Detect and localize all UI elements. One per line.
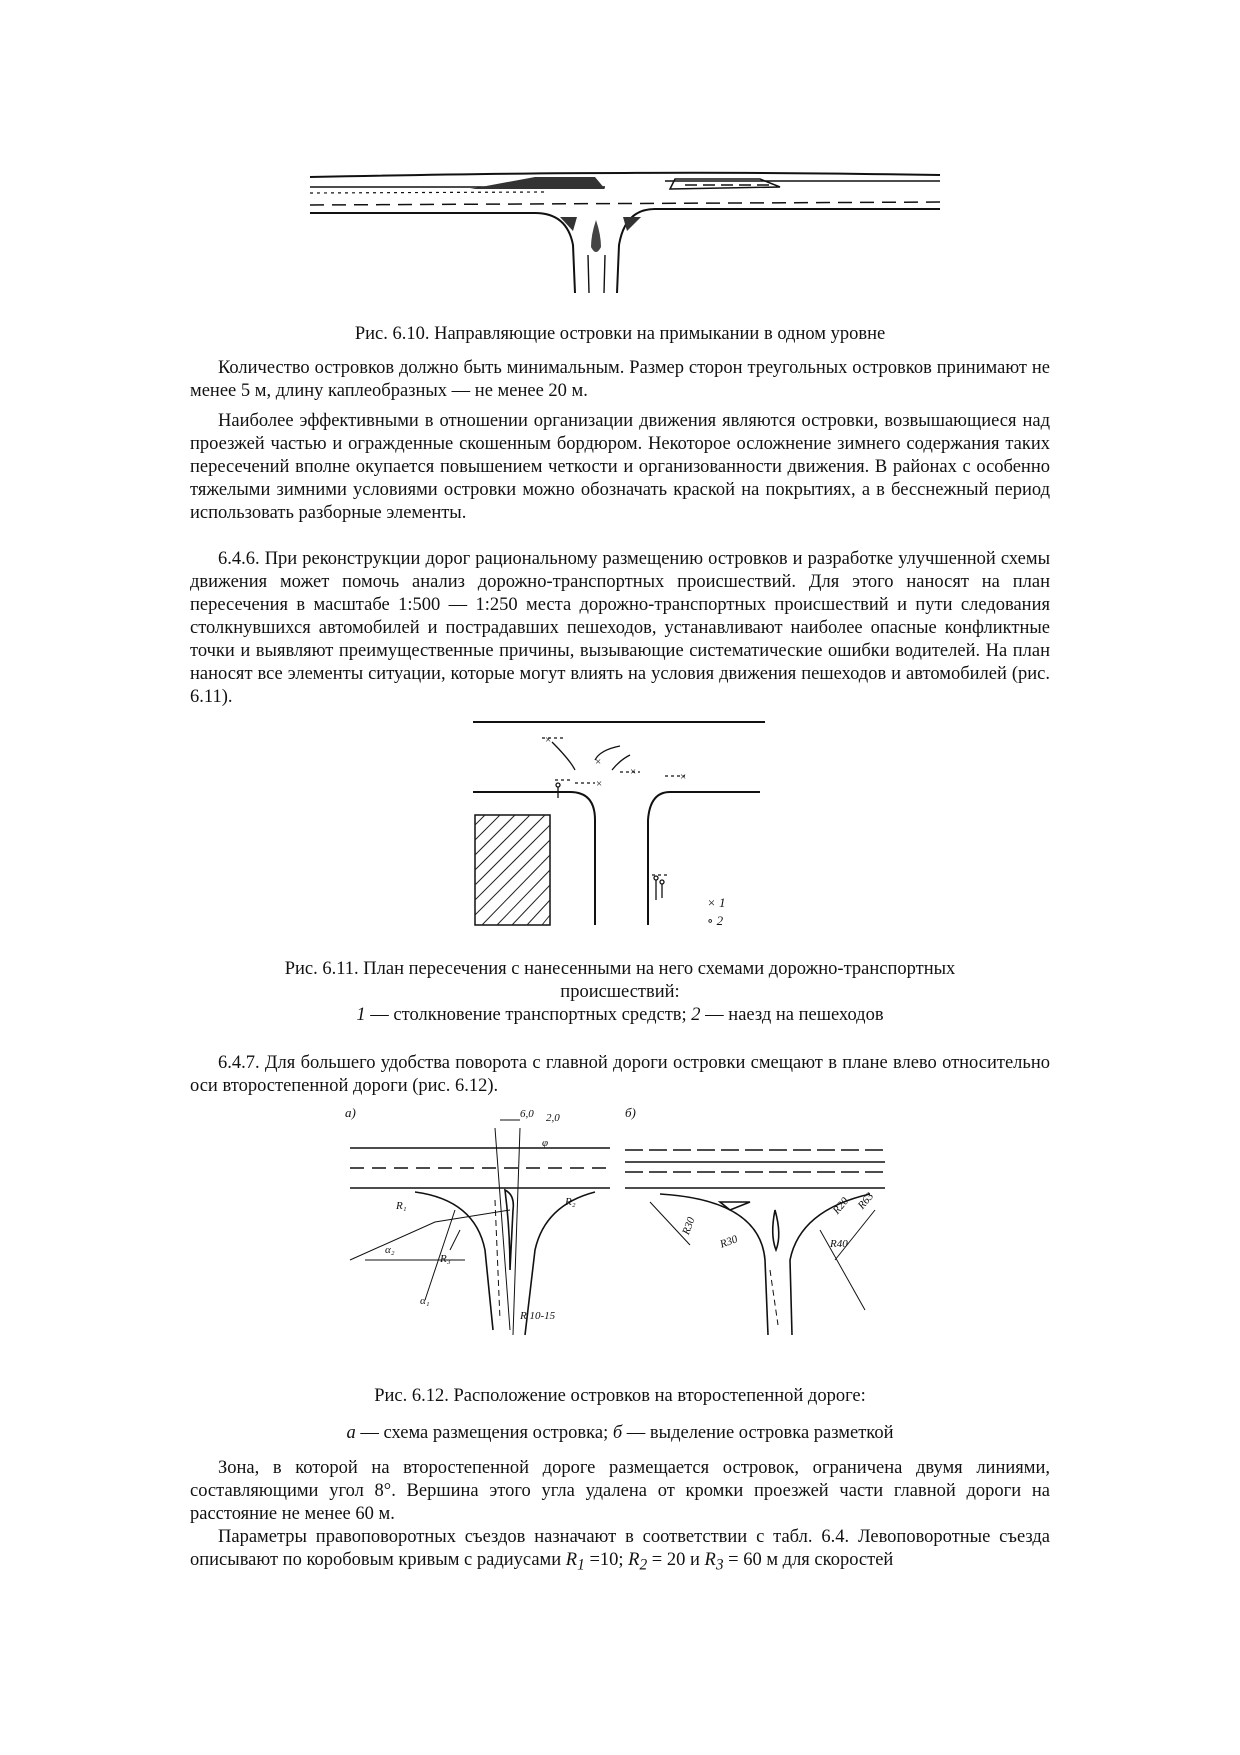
sub-caption-a-text: — схема размещения островка;	[355, 1423, 613, 1443]
figure-6-12b-island-marking	[620, 1110, 890, 1350]
figure-6-12a-alpha1: α₁	[420, 1295, 430, 1307]
turn-text-a: Параметры правоповоротных съездов назначают в соответствии с табл. 6.4. Левоповоротные съезда описывают по коробовым кривым с радиусами	[190, 1527, 1050, 1570]
radius-r1-sub: 1	[577, 1556, 585, 1574]
radius-r3-sub: 3	[715, 1556, 724, 1574]
legend-num-2: 2	[691, 1005, 701, 1025]
figure-6-12a-island-placement	[345, 1110, 615, 1350]
svg-text:×: ×	[596, 778, 603, 790]
figure-6-12a-dim-6: 6,0	[520, 1108, 534, 1120]
sub-caption-a: а	[346, 1423, 356, 1443]
figure-6-12a-dim-2: 2,0	[546, 1112, 560, 1124]
figure-6-12b-r40: R40	[830, 1238, 848, 1250]
figure-6-11-caption-line2: происшествий:	[560, 982, 680, 1002]
figure-6-12b-r30: R30	[680, 1215, 698, 1237]
figure-6-12a-alpha2: α₂	[385, 1244, 395, 1256]
svg-text:×: ×	[545, 734, 552, 746]
svg-text:×: ×	[680, 771, 687, 783]
legend-text-1: — столкновение транспортных средств;	[365, 1005, 692, 1025]
paragraph-6-4-6: 6.4.6. При реконструкции дорог рациональному размещению островков и разработке улучшенной схемы движения может помочь анализ дорожно-транспортных происшествий. Для этого наносят на план пересечения в масштабе 1:500 — 1:250 места дорожно-транспортных происшествий и пути следования столкнувшихся автомобилей и пострадавших пешеходов, устанавливают наиболее опасные конфликтные точки и выявляют преимущественные причины, вызывающие систематические ошибки водителей. На план наносят все элементы ситуации, которые могут влиять на условия движения пешеходов и автомобилей (рис. 6.11).	[190, 549, 1050, 707]
figure-6-11-caption-legend	[190, 1004, 1050, 1027]
figure-6-12-caption: Рис. 6.12. Расположение островков на второстепенной дороге:	[374, 1386, 866, 1406]
paragraph-turn-parameters	[190, 1526, 1050, 1577]
turn-text-b: =10;	[584, 1550, 629, 1570]
radius-r3: R	[704, 1550, 716, 1570]
paragraph-islands-count: Количество островков должно быть минимальным. Размер сторон треугольных островков принимают не менее 5 м, длину каплеобразных — не менее 20 м.	[190, 358, 1050, 401]
svg-text:×: ×	[630, 766, 637, 778]
sub-caption-b-text: — выделение островка разметкой	[622, 1423, 894, 1443]
radius-r2: R	[628, 1550, 640, 1570]
figure-6-10-caption: Рис. 6.10. Направляющие островки на примыкании в одном уровне	[354, 324, 886, 344]
legend-text-2: — наезд на пешеходов	[700, 1005, 884, 1025]
turn-text-d: = 60 м для скоростей	[723, 1550, 894, 1570]
radius-r1: R	[565, 1550, 578, 1570]
paragraph-island-zone: Зона, в которой на второстепенной дороге размещается островок, ограничена двумя линиями, составляющими угол 8°. Вершина этого угла удалена от кромки проезжей части главной дороги на расстояние не менее 60 м.	[190, 1458, 1050, 1524]
figure-6-11-legend-pedestrian: ∘ 2	[707, 913, 724, 928]
paragraph-islands-effective: Наиболее эффективными в отношении организации движения являются островки, возвышающиеся над проезжей частью и огражденные скошенным бордюром. Некоторое осложнение зимнего содержания таких пересечений вполне окупается повышением четкости и организованности движения. В районах с особенно тяжелыми зимними условиями островки можно обозначать краской на покрытиях, а в бесснежный период использовать разборные элементы.	[190, 411, 1050, 523]
svg-text:×: ×	[595, 756, 602, 768]
figure-6-11-caption-line1: Рис. 6.11. План пересечения с нанесенными на него схемами дорожно-транспортных	[284, 959, 956, 979]
figure-6-11-caption	[190, 958, 1050, 1027]
figure-6-12a-phi: φ	[542, 1137, 549, 1149]
legend-num-1: 1	[356, 1005, 366, 1025]
figure-6-12-sub-caption	[190, 1422, 1050, 1445]
paragraph-6-4-7: 6.4.7. Для большего удобства поворота с главной дороги островки смещают в плане влево относительно оси второстепенной дороги (рис. 6.12).	[190, 1053, 1050, 1096]
figure-6-12a-r3: R₃	[440, 1253, 451, 1265]
radius-r2-sub: 2	[639, 1556, 648, 1574]
figure-6-12b-r63: R63	[855, 1190, 877, 1212]
figure-6-12b-k30: R30	[718, 1233, 740, 1251]
figure-6-10-junction-diagram	[305, 165, 945, 300]
figure-6-12b-r20: R20	[830, 1195, 852, 1217]
figure-6-11-legend-collision: × 1	[707, 895, 726, 910]
figure-6-12a-label: а)	[345, 1105, 356, 1120]
figure-6-12a-r1: R₁	[396, 1200, 407, 1212]
sub-caption-b: б	[612, 1423, 623, 1443]
figure-6-12b-label: б)	[625, 1105, 636, 1120]
figure-6-12a-radius-label: R 10-15	[520, 1310, 556, 1322]
figure-6-12a-r2: R₂	[565, 1196, 576, 1208]
turn-text-c: = 20 и	[647, 1550, 705, 1570]
